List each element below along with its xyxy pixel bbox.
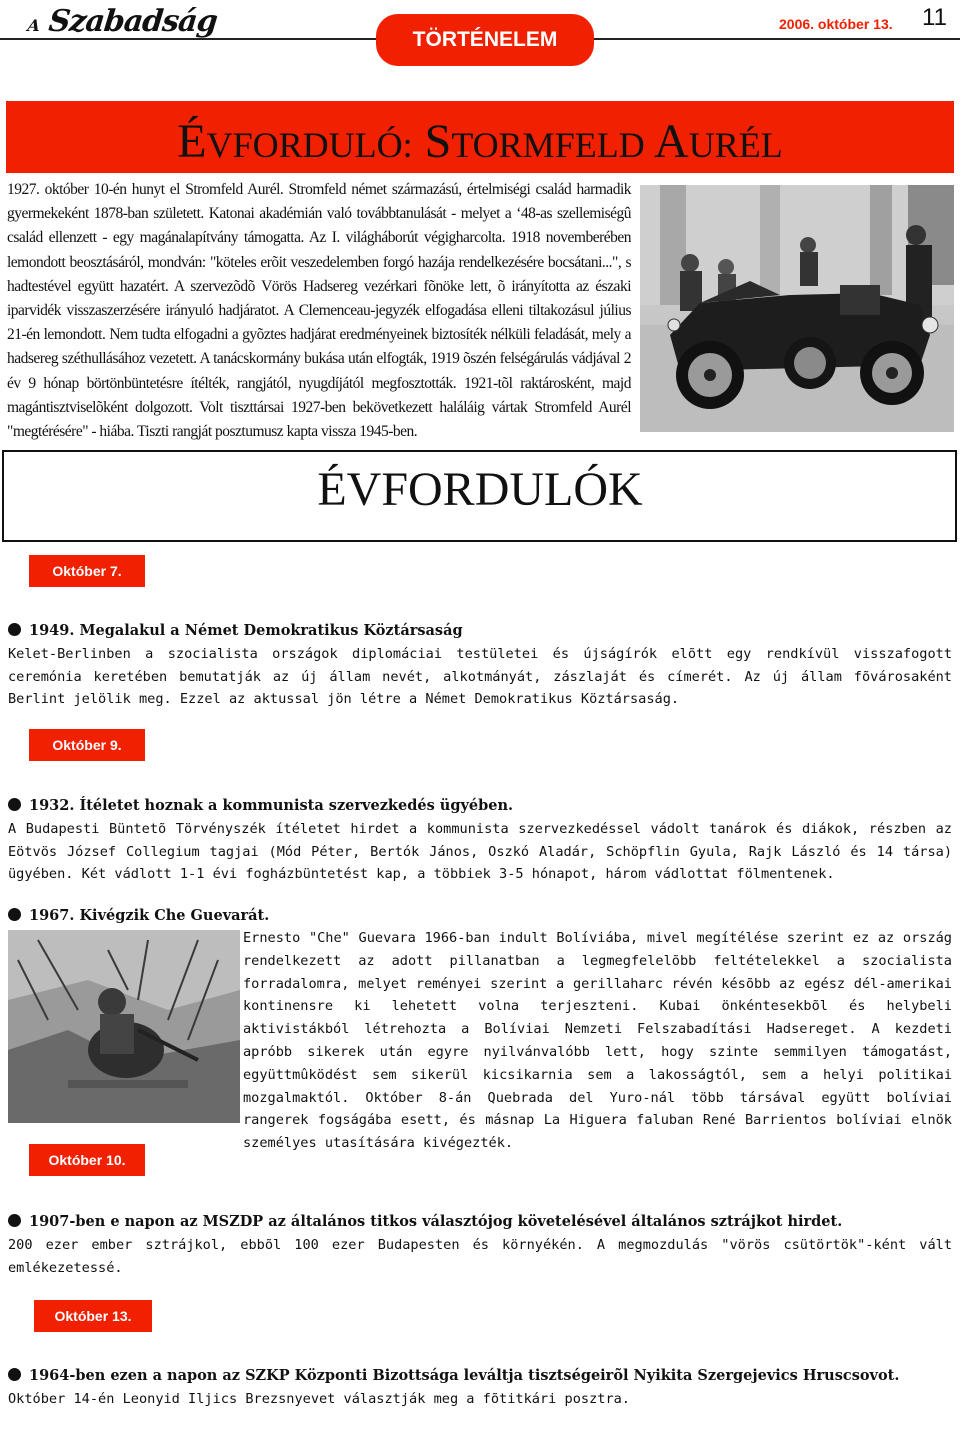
entry-1932 [8,795,952,886]
date-tag-oct7: Október 7. [29,555,145,587]
bullet-icon [8,1214,21,1227]
entry-1967-heading [8,905,952,928]
entry-text: Október 14-én Leonyid Iljics Brezsnyevet választják meg a fõtitkári posztra. [8,1390,630,1407]
logo-text: Szabadság [47,4,219,39]
article-body: 1927. október 10-én hunyt el Stromfeld Aurél. Stromfeld német származású, értelmiségi család harmadik gyermekeként 1878-ban született. Katonai akadémián való továbbtanulását - melyet a ‘48-as szellemiségû család ellenzett - egy magánalapítvány támogatta. Az I. világháborút végigharcolta. 1918 novemberében lemondott beosztásáról, mondván: "köteles erõit veszedelemben forgó hazája rendelkezésére bocsátani...", s hadtestével együtt hazatért. A szervezõdõ Vörös Hadsereg vezérkari fõnöke lett, õ irányította az északi iparvidék visszaszerzésére irányuló hadjáratot. A Clemenceau-jegyzék elfogadása elleni tiltakozásul július 21-én lemondott. Nem tudta elfogadni a gyõztes hadjárat eredményeinek biztosíték nélküli feladását, mely a hadsereg széthullásához vezetett. A tanácskormány bukása után elfogták, 1919 õszén felségárulás vádjával 2 év 9 hónap börtönbüntetésre ítélték, rangjától, nyugdíjától megfosztották. 1921-tõl raktárosként, majd magántisztviselõként dolgozott. Volt tiszttársai 1927-ben bekövetkezett haláláig vártak Stromfeld Aurél "megtérésére" - hiába. Tiszti rangját posztumusz kapta vissza 1945-ben. [7,181,631,441]
entry-text: 200 ezer ember sztrájkol, ebbõl 100 ezer Budapesten és környékén. A megmozdulás "vörös csütörtök"-ként vált emlékezetessé. [8,1236,952,1276]
entry-heading: 1967. Kivégzik Che Guevarát. [29,907,270,924]
entry-text: A Budapesti Büntetõ Törvényszék ítéletet hirdet a kommunista szervezkedéssel vádolt tanárok és diákok, részben az Eötvös József Collegium tagjai (Mód Péter, Bertók János, Oszkó Aladár, Schöpflin Gyula, Rajk László és 14 társa) ügyében. Két vádlott 1-1 évi fogházbüntetést kap, a többiek 3-5 hónapot, három vádlottat fölmentenek. [8,820,952,883]
entry-heading: 1949. Megalakul a Német Demokratikus Köztársaság [29,622,463,639]
entry-1964 [8,1365,952,1411]
date-tag-oct10: Október 10. [29,1144,145,1176]
vintage-car-photo [640,185,954,432]
logo-prefix: A [26,16,40,35]
entry-1907 [8,1211,952,1279]
date-tag-oct13: Október 13. [34,1300,152,1332]
entry-heading: 1907-ben e napon az MSZDP az általános titkos választójog követelésével általános sztrájkot hirdet. [29,1213,843,1230]
guerrilla-photo [8,930,240,1123]
entry-heading: 1964-ben ezen a napon az SZKP Központi Bizottsága leváltja tisztségeirõl Nyikita Szergejevics Hruscsovot. [29,1367,900,1384]
bullet-icon [8,798,21,811]
newspaper-logo [26,4,218,39]
bullet-icon [8,908,21,921]
issue-date: 2006. október 13. [779,16,893,32]
date-tag-oct9: Október 9. [29,729,145,761]
page-header [0,0,960,52]
entry-text: Kelet-Berlinben a szocialista országok diplomáciai testületei és újságírók elõtt egy rendkívül visszafogott ceremónia keretében bemutatják az új állam nevét, alkotmányát, zászlaját és címerét. Az új állam fõvárosaként Berlint jelölik meg. Ezzel az aktussal jön létre a Német Demokratikus Köztársaság. [8,645,952,708]
article-title-text: ÉVFORDULÓ: STORMFELD AURÉL [177,115,783,168]
anniversaries-title: ÉVFORDULÓK [317,463,643,516]
entry-1949 [8,620,952,711]
entry-heading: 1932. Ítéletet hoznak a kommunista szervezkedés ügyében. [29,797,514,814]
bullet-icon [8,623,21,636]
section-badge: TÖRTÉNELEM [376,14,594,66]
page-number: 11 [922,4,947,31]
entry-1967-text: Ernesto "Che" Guevara 1966-ban indult Bolíviába, mivel megítélése szerint ez az ország rendelkezett az adott pillanatban a legmegfelelõbb feltételekkel a szocialista forradalomra, melyet reményei szerint a gerillaharc révén késõbb az egész dél-amerikai kontinensre ki lehetett volna terjeszteni. Kubai önkéntesekbõl és helybeli aktivistákból létrehozta a Bolíviai Nemzeti Felszabadítási Hadsereget. A kezdeti apróbb sikerek után egyre nyilvánvalóbb lett, hogy szinte semmilyen támogatást, együttmûködést sem sikerül kicsikarnia sem a lakosságtól, sem a helyi politikai mozgalmaktól. Október 8-án Quebrada del Yuro-nál több társával együtt bolíviai rangerek fogságába esett, és másnap La Higuera faluban René Barrientos bolíviai elnök személyes utasítására kivégezték. [243,930,952,1152]
bullet-icon [8,1368,21,1381]
article-title [0,114,960,169]
